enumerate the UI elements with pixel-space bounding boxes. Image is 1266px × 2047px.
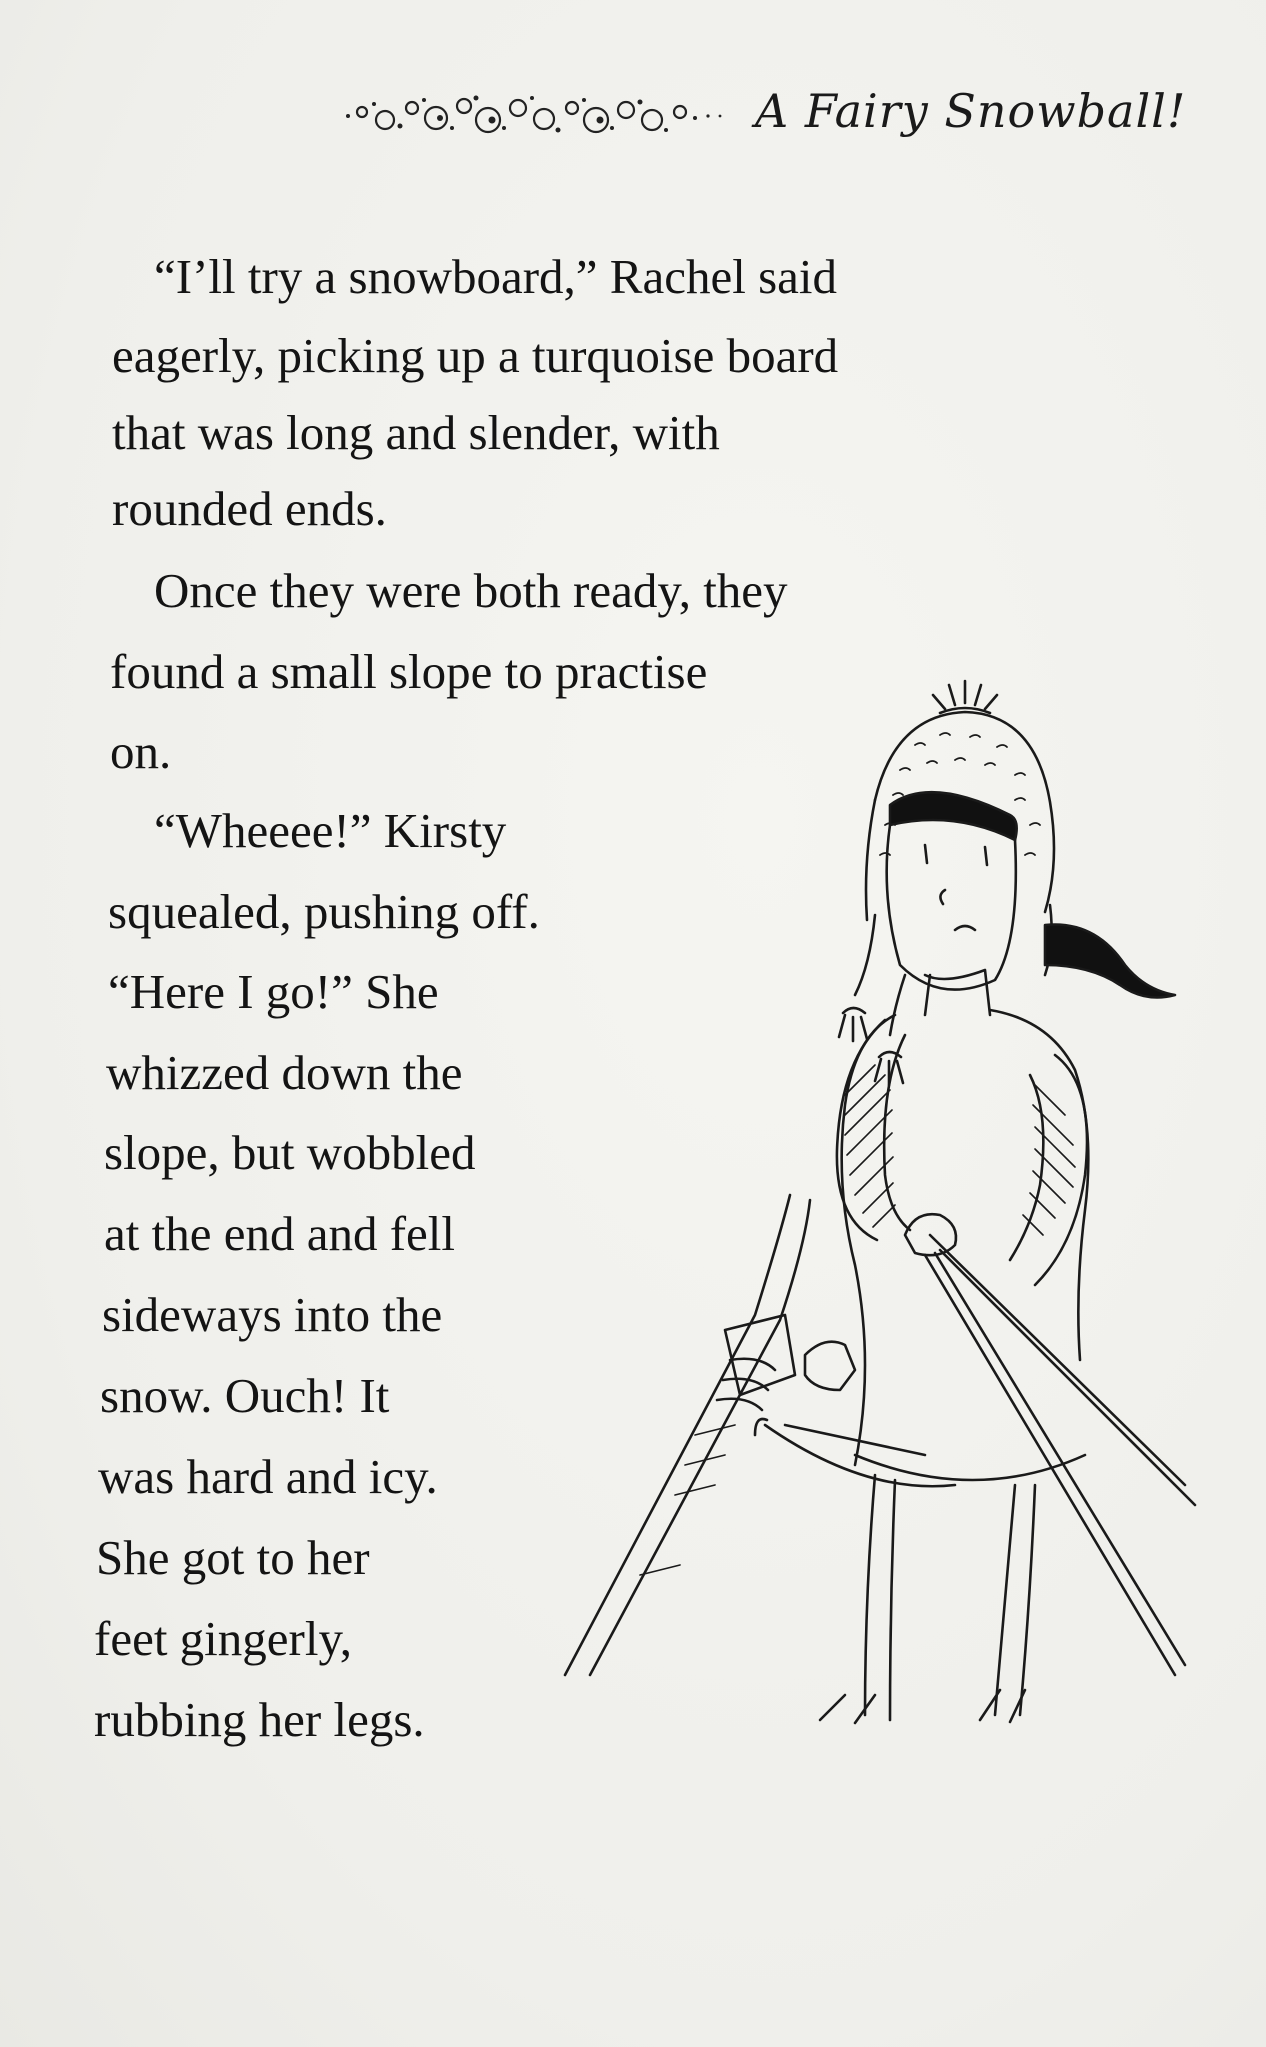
running-header-title: A Fairy Snowball! xyxy=(755,84,1187,138)
text-line: “Here I go!” She xyxy=(108,964,439,1019)
text-line: at the end and fell xyxy=(104,1206,456,1261)
text-line: feet gingerly, xyxy=(94,1611,353,1666)
girl-on-snowboard-illustration-icon xyxy=(545,675,1225,1725)
text-line: was hard and icy. xyxy=(98,1449,438,1504)
snowflake-bubble-border-icon xyxy=(340,86,730,146)
text-line: “I’ll try a snowboard,” Rachel said xyxy=(154,249,838,304)
text-line: She got to her xyxy=(96,1530,370,1585)
text-line: squealed, pushing off. xyxy=(108,884,540,939)
text-line: Once they were both ready, they xyxy=(154,563,788,618)
text-line: snow. Ouch! It xyxy=(100,1368,390,1423)
text-line: whizzed down the xyxy=(106,1045,463,1100)
text-line: rubbing her legs. xyxy=(94,1692,425,1747)
text-line: rounded ends. xyxy=(112,481,387,536)
text-line: found a small slope to practise xyxy=(110,644,708,699)
text-line: that was long and slender, with xyxy=(112,405,720,460)
text-line: slope, but wobbled xyxy=(104,1125,476,1180)
text-line: “Wheeee!” Kirsty xyxy=(154,803,507,858)
text-line: sideways into the xyxy=(102,1287,443,1342)
text-line: eagerly, picking up a turquoise board xyxy=(112,328,839,383)
running-header xyxy=(340,78,1187,158)
text-line: on. xyxy=(110,724,172,779)
